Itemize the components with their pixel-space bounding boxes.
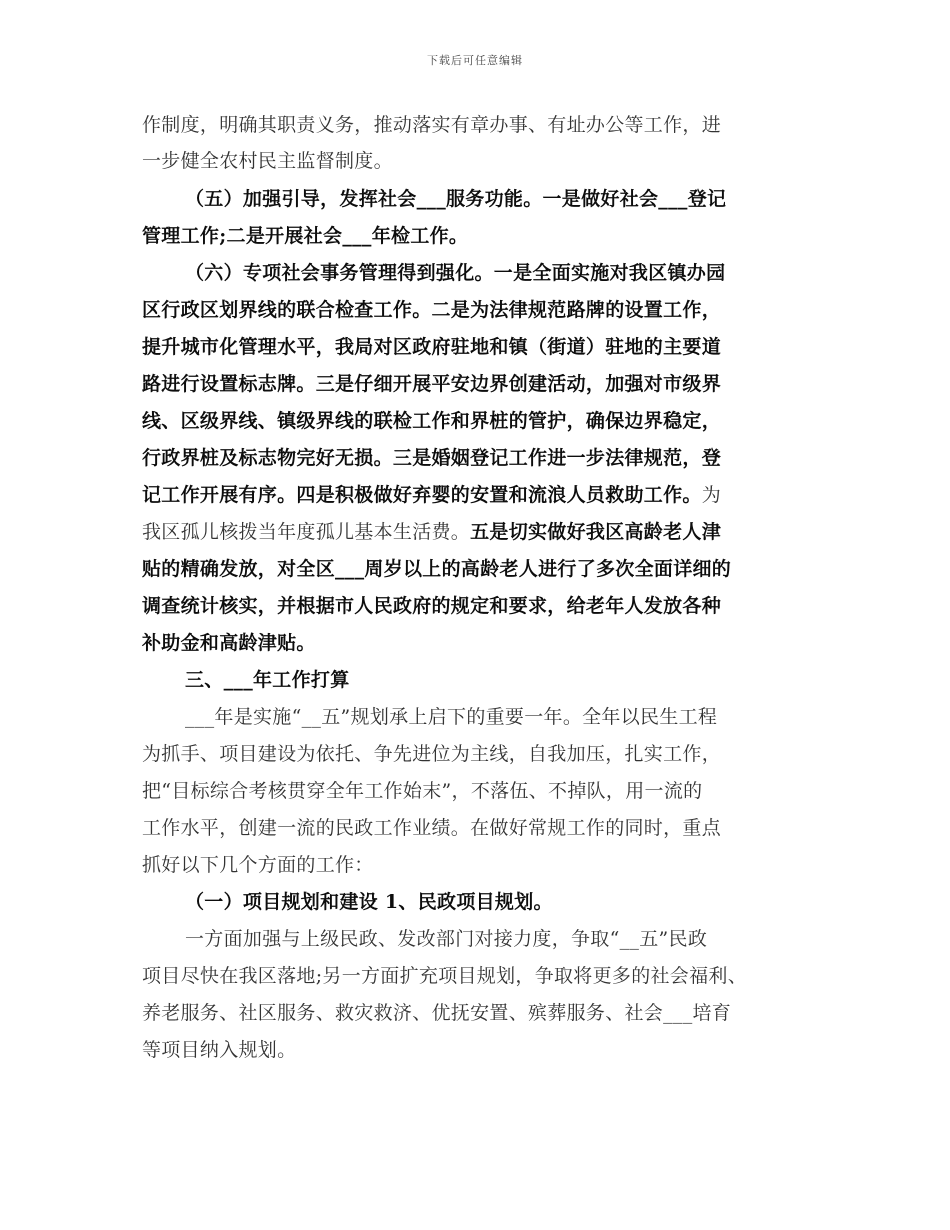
body-line-20: 工作水平，创建一流的民政工作业绩。在做好常规工作的同时，重点 bbox=[142, 817, 722, 839]
body-line-15: 补助金和高龄津贴。 bbox=[142, 632, 316, 654]
body-line-6: 区行政区划界线的联合检查工作。二是为法律规范路牌的设置工作， bbox=[142, 299, 722, 321]
body-line-10: 行政界桩及标志物完好无损。三是婚姻登记工作进一步法律规范，登 bbox=[142, 447, 722, 469]
page-header: 下载后可任意编辑 bbox=[427, 54, 523, 67]
body-line-13: 贴的精确发放，对全区___周岁以上的高龄老人进行了多次全面详细的 bbox=[142, 558, 732, 580]
body-line-21: 抓好以下几个方面的工作： bbox=[142, 854, 374, 876]
body-line-25: 养老服务、社区服务、救灾救济、优抚安置、殡葬服务、社会___培育 bbox=[142, 1002, 732, 1024]
body-line-19: 把“目标综合考核贯穿全年工作始末”，不落伍、不掉队，用一流的 bbox=[142, 780, 703, 802]
body-line-12-normal: 我区孤儿核拨当年度孤儿基本生活费。 bbox=[142, 521, 471, 543]
body-line-24: 项目尽快在我区落地;另一方面扩充项目规划，争取将更多的社会福利、 bbox=[142, 965, 748, 987]
body-line-11-bold: 记工作开展有序。四是积极做好弃婴的安置和流浪人员救助工作。 bbox=[142, 484, 702, 506]
section-heading-6: （六）专项社会事务管理得到强化。一是全面实施对我区镇办园 bbox=[185, 262, 726, 284]
body-line-23: 一方面加强与上级民政、发改部门对接力度，争取“__五”民政 bbox=[185, 928, 708, 950]
body-line-12-bold: 五是切实做好我区高龄老人津 bbox=[470, 521, 722, 543]
body-line-7: 提升城市化管理水平，我局对区政府驻地和镇（街道）驻地的主要道 bbox=[142, 336, 722, 358]
body-line-11-normal: 为 bbox=[701, 484, 722, 506]
body-line-11 bbox=[142, 482, 721, 508]
body-line-4: 管理工作;二是开展社会___年检工作。 bbox=[142, 225, 469, 247]
body-line-17: ___年是实施“__五”规划承上启下的重要一年。全年以民生工程 bbox=[185, 706, 718, 728]
body-line-14: 调查统计核实，并根据市人民政府的规定和要求，给老年人发放各种 bbox=[142, 595, 722, 617]
section-heading-1: （一）项目规划和建设 1、民政项目规划。 bbox=[185, 891, 553, 913]
body-line-12 bbox=[142, 519, 721, 545]
chapter-heading-3: 三、___年工作打算 bbox=[185, 669, 350, 691]
body-line-8: 路进行设置标志牌。三是仔细开展平安边界创建活动，加强对市级界 bbox=[142, 373, 722, 395]
body-line-2: 一步健全农村民主监督制度。 bbox=[142, 150, 393, 172]
section-heading-5: （五）加强引导，发挥社会___服务功能。一是做好社会___登记 bbox=[185, 188, 727, 210]
body-line-26: 等项目纳入规划。 bbox=[142, 1039, 297, 1061]
body-line-9: 线、区级界线、镇级界线的联检工作和界桩的管护，确保边界稳定， bbox=[142, 410, 722, 432]
body-line-1: 作制度，明确其职责义务，推动落实有章办事、有址办公等工作，进 bbox=[142, 114, 722, 136]
body-line-18: 为抓手、项目建设为依托、争先进位为主线，自我加压，扎实工作， bbox=[142, 743, 722, 765]
